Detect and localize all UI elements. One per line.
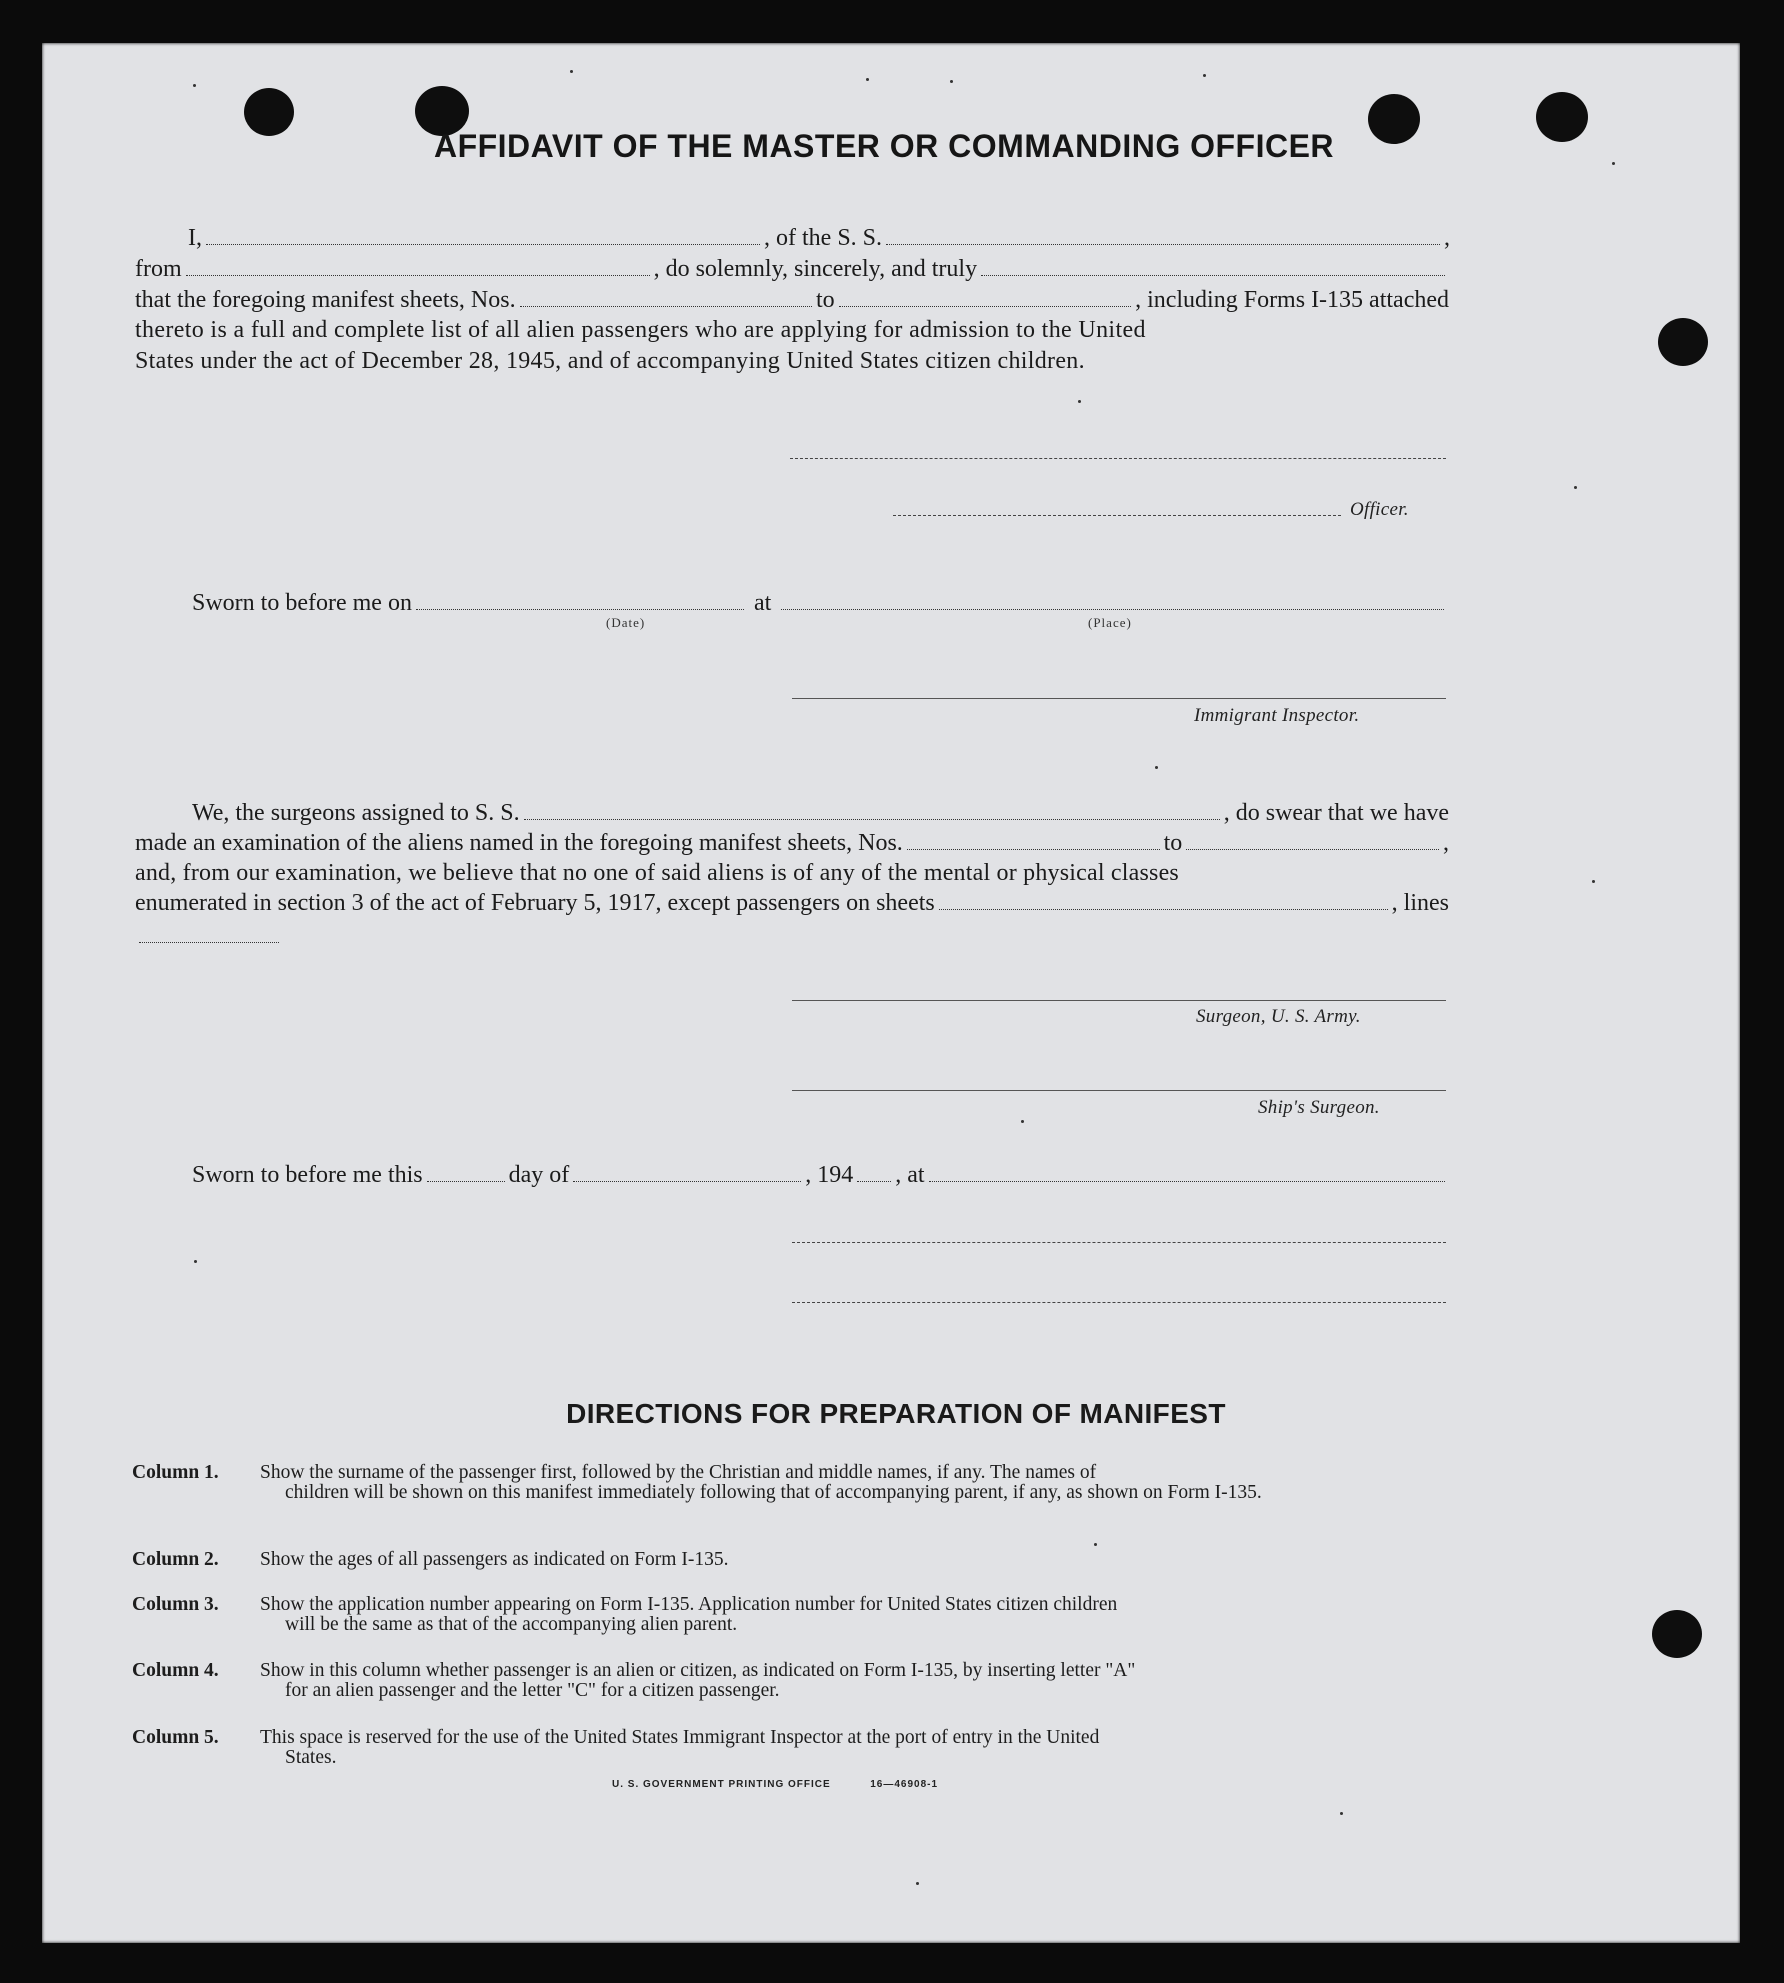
paper-speck [1203, 74, 1206, 77]
inspector-signature-line[interactable] [792, 698, 1446, 699]
affidavit-line-5: States under the act of December 28, 1945, and of accompanying United States citizen children. [135, 348, 1085, 374]
directions-title: DIRECTIONS FOR PREPARATION OF MANIFEST [566, 1398, 1226, 1429]
direction-text-first: This space is reserved for the use of the United States Immigrant Inspector at the port of entry in the United [260, 1727, 1100, 1748]
officer-signature-line[interactable] [893, 515, 1341, 516]
surgeons-line-3: and, from our examination, we believe that no one of said aliens is of any of the mental or physical classes [135, 860, 1179, 886]
direction-text-first: Show the application number appearing on Form I-135. Application number for United States citizen children [260, 1594, 1118, 1615]
ships-surgeon-caption: Ship's Surgeon. [1258, 1097, 1380, 1118]
sworn-line-2 [192, 1162, 1449, 1188]
text: at [753, 590, 772, 616]
text: that the foregoing manifest sheets, Nos. [135, 287, 516, 313]
text: day of [508, 1162, 570, 1188]
text: , including Forms I-135 attached [1135, 287, 1449, 313]
paper-speck [1574, 486, 1577, 489]
paper-speck [193, 84, 196, 87]
direction-text-cont: States. [285, 1747, 337, 1768]
ship-blank[interactable] [886, 226, 1440, 245]
paper-speck [950, 80, 953, 83]
text: from [135, 256, 182, 282]
sworn-line-1 [192, 590, 1448, 616]
surgeon-sheets-from-blank[interactable] [907, 831, 1160, 850]
paper-speck [1078, 400, 1081, 403]
officer-caption: Officer. [1350, 499, 1409, 520]
surgeons-line-2 [135, 830, 1449, 856]
direction-text [260, 1595, 1452, 1635]
direction-text-first: Show the surname of the passenger first, followed by the Christian and middle names, if any. The names of [260, 1462, 1097, 1483]
affidavit-line-3 [135, 287, 1449, 313]
text: , [1443, 830, 1450, 856]
affidavit-title: AFFIDAVIT OF THE MASTER OR COMMANDING OFFICER [433, 128, 1335, 164]
affidavit-line-2 [135, 256, 1449, 282]
date-label: (Date) [606, 615, 646, 630]
paper-speck [1592, 880, 1595, 883]
text: , do solemnly, sincerely, and truly [653, 256, 978, 282]
text: to [1163, 830, 1183, 856]
direction-text [260, 1728, 1452, 1768]
form-code: 16—46908-1 [870, 1779, 939, 1790]
text: made an examination of the aliens named in the foregoing manifest sheets, Nos. [135, 830, 903, 856]
inspector-signature-line-3[interactable] [792, 1302, 1446, 1303]
printer-imprint [612, 1779, 938, 1790]
affidavit-line-1 [188, 225, 1450, 251]
text: enumerated in section 3 of the act of February 5, 1917, except passengers on sheets [135, 890, 935, 916]
inspector-signature-line-2[interactable] [792, 1242, 1446, 1243]
paper-speck [1155, 766, 1158, 769]
text: , [1444, 225, 1451, 251]
direction-text-cont: children will be shown on this manifest immediately following that of accompanying parent, if any, as shown on Form I-135. [285, 1482, 1262, 1503]
direction-label: Column 5. [132, 1727, 219, 1748]
paper-speck [866, 78, 869, 81]
paper-speck [916, 1882, 919, 1885]
text: Sworn to before me this [192, 1162, 423, 1188]
affidavit-line-4: thereto is a full and complete list of all alien passengers who are applying for admission to the United [135, 317, 1146, 343]
name-blank[interactable] [206, 226, 760, 245]
surgeons-line-1 [192, 800, 1449, 826]
inspector-caption: Immigrant Inspector. [1194, 705, 1360, 726]
text: , do swear that we have [1223, 800, 1449, 826]
exception-sheets-blank[interactable] [939, 891, 1388, 910]
text: , lines [1391, 890, 1449, 916]
text: Sworn to before me on [192, 590, 412, 616]
text: I, [188, 225, 202, 251]
place-label: (Place) [1088, 615, 1132, 630]
paper-speck [570, 70, 573, 73]
direction-label: Column 3. [132, 1594, 219, 1615]
direction-text-first: Show in this column whether passenger is an alien or citizen, as indicated on Form I-135, by inserting letter "A" [260, 1660, 1136, 1681]
sheets-from-blank[interactable] [520, 288, 812, 307]
sworn-place-blank[interactable] [929, 1163, 1445, 1182]
direction-label: Column 4. [132, 1660, 219, 1681]
paper-speck [1094, 1543, 1097, 1546]
text: , 194 [805, 1162, 854, 1188]
date-blank[interactable] [416, 591, 744, 610]
signature-line[interactable] [790, 458, 1446, 459]
paper-speck [1021, 1120, 1024, 1123]
oath-blank[interactable] [981, 257, 1445, 276]
direction-text-cont: for an alien passenger and the letter "C" for a citizen passenger. [285, 1680, 780, 1701]
army-surgeon-signature-line[interactable] [792, 1000, 1446, 1001]
punch-hole [1652, 1610, 1702, 1658]
ships-surgeon-signature-line[interactable] [792, 1090, 1446, 1091]
text: to [815, 287, 835, 313]
text: We, the surgeons assigned to S. S. [192, 800, 520, 826]
direction-text [260, 1463, 1452, 1503]
direction-text [260, 1661, 1452, 1701]
text: , at [895, 1162, 925, 1188]
place-blank[interactable] [781, 591, 1444, 610]
direction-label: Column 2. [132, 1549, 219, 1570]
punch-hole [1658, 318, 1708, 366]
direction-label: Column 1. [132, 1462, 219, 1483]
day-blank[interactable] [427, 1163, 505, 1182]
month-blank[interactable] [573, 1163, 801, 1182]
sheets-to-blank[interactable] [839, 288, 1131, 307]
direction-text [260, 1550, 1452, 1570]
printer-name: U. S. GOVERNMENT PRINTING OFFICE [612, 1779, 831, 1790]
text: , of the S. S. [764, 225, 883, 251]
surgeon-sheets-to-blank[interactable] [1186, 831, 1439, 850]
paper-speck [194, 1260, 197, 1263]
paper-speck [1340, 1812, 1343, 1815]
direction-text-first: Show the ages of all passengers as indicated on Form I-135. [260, 1549, 729, 1570]
army-surgeon-caption: Surgeon, U. S. Army. [1196, 1006, 1361, 1027]
exception-lines-blank[interactable] [139, 924, 279, 943]
surgeon-ship-blank[interactable] [524, 801, 1220, 820]
direction-text-cont: will be the same as that of the accompanying alien parent. [285, 1614, 738, 1635]
year-blank[interactable] [857, 1163, 891, 1182]
from-blank[interactable] [186, 257, 650, 276]
surgeons-line-4 [135, 890, 1449, 916]
